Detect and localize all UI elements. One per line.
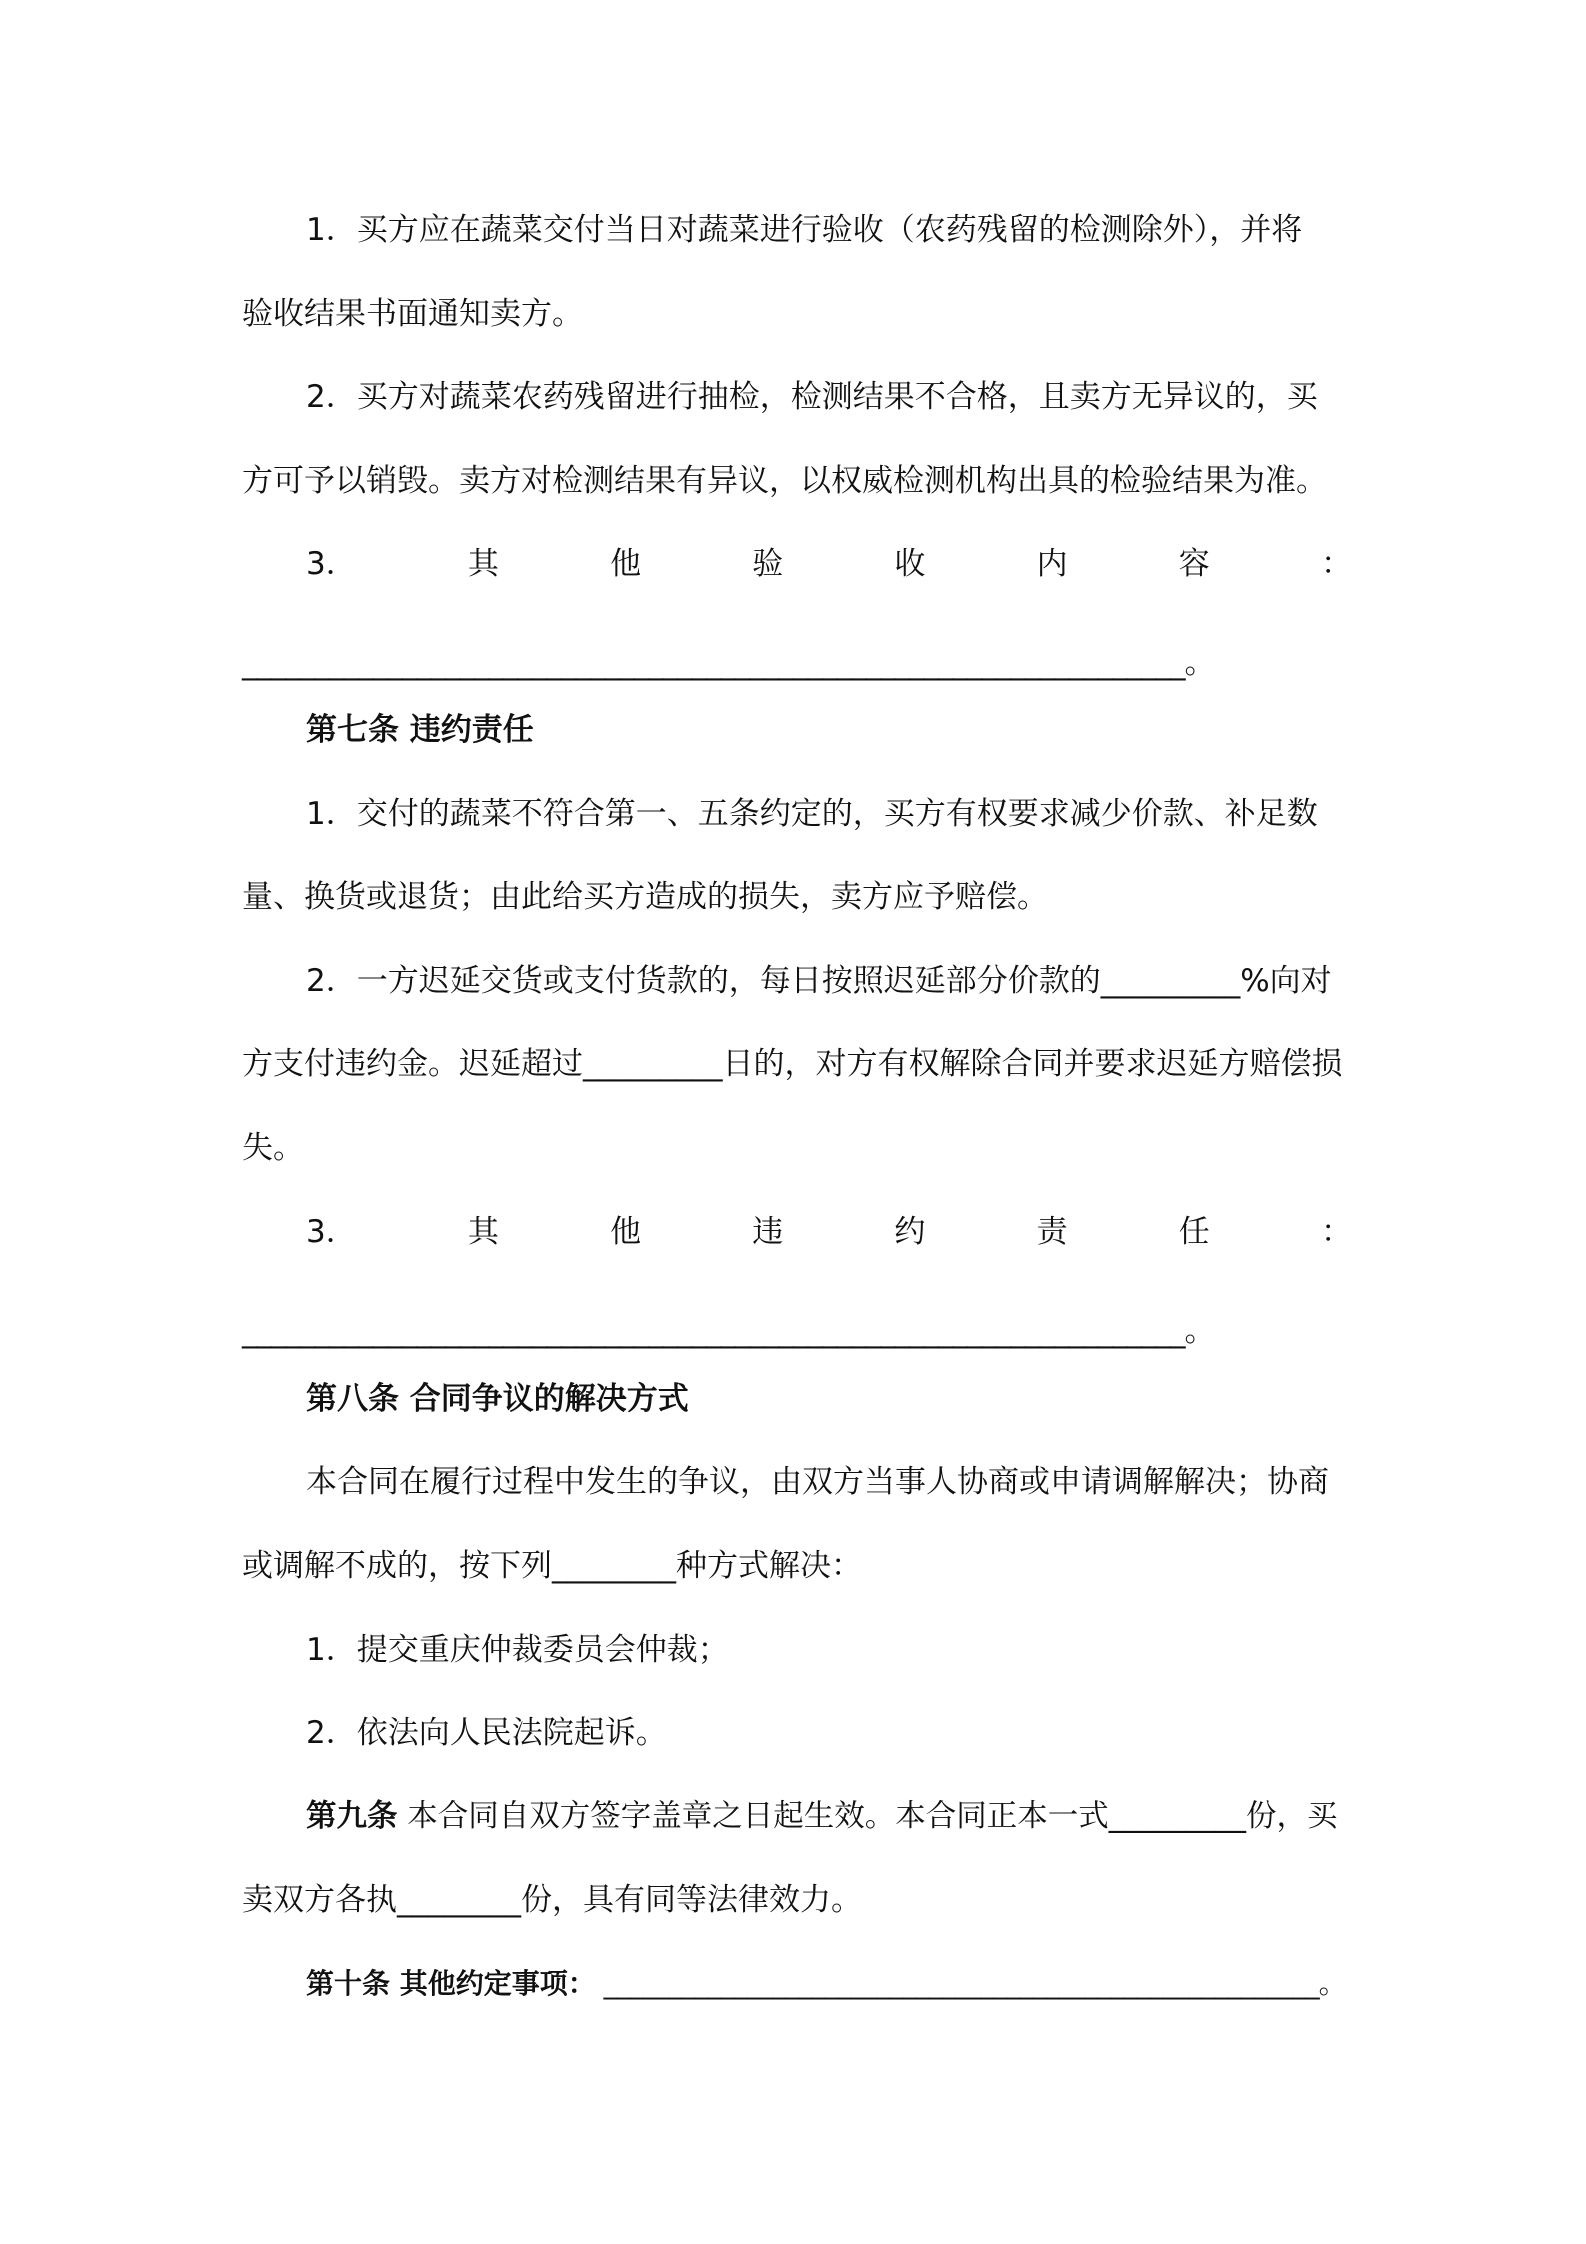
item-3-char: 3． [306, 1214, 357, 1250]
item-3-char: ： [1320, 1214, 1352, 1250]
acceptance-item-1-line-1: 1．买方应在蔬菜交付当日对蔬菜进行验收（农药残留的检测除外），并将 [306, 212, 1303, 248]
item-3-char: 内 [1036, 546, 1068, 582]
item-3-char: 他 [610, 546, 642, 582]
article-9-heading: 第九条 [306, 1799, 398, 1834]
article-8-option-2: 2．依法向人民法院起诉。 [306, 1715, 667, 1751]
item-3-char: 其 [467, 546, 499, 582]
article-8-para-line-2: 或调解不成的，按下列________种方式解决： [242, 1548, 862, 1584]
item-3-char: 约 [894, 1214, 926, 1250]
item-3-char: 责 [1036, 1214, 1068, 1250]
article-8-heading: 第八条 合同争议的解决方式 [306, 1381, 689, 1417]
acceptance-item-3-blank: _________________________________________________________________。 [242, 645, 1215, 681]
article-7-item-3-label [306, 1212, 1352, 1252]
item-3-char: 任 [1178, 1214, 1210, 1250]
article-10-heading: 第十条 其他约定事项： [306, 1967, 596, 2000]
article-7-item-3-blank: _________________________________________________________________。 [242, 1313, 1215, 1349]
item-3-char: ： [1320, 546, 1352, 582]
article-9-line-1 [306, 1797, 1352, 1837]
item-3-char: 他 [610, 1214, 642, 1250]
acceptance-item-2-line-2: 方可予以销毁。卖方对检测结果有异议，以权威检测机构出具的检验结果为准。 [242, 463, 1327, 499]
article-8-option-1: 1．提交重庆仲裁委员会仲裁； [306, 1632, 729, 1668]
item-3-char: 收 [894, 546, 926, 582]
article-7-item-2-line-2: 方支付违约金。迟延超过_________日的，对方有权解除合同并要求迟延方赔偿损 [242, 1046, 1343, 1082]
acceptance-item-2-line-1: 2．买方对蔬菜农药残留进行抽检，检测结果不合格，且卖方无异议的，买 [306, 379, 1318, 415]
article-7-item-1-line-1: 1．交付的蔬菜不符合第一、五条约定的，买方有权要求减少价款、补足数 [306, 796, 1318, 832]
article-9-text: 本合同自双方签字盖章之日起生效。本合同正本一式_________份，买 [397, 1799, 1338, 1834]
item-3-char: 验 [752, 546, 784, 582]
acceptance-item-1-line-2: 验收结果书面通知卖方。 [242, 296, 583, 332]
item-3-char: 3． [306, 546, 357, 582]
article-7-item-2-line-3: 失。 [242, 1130, 304, 1166]
acceptance-item-3-label [306, 544, 1352, 584]
article-10-line [306, 1964, 1352, 2004]
article-7-heading: 第七条 违约责任 [306, 712, 534, 748]
item-3-char: 其 [467, 1214, 499, 1250]
article-10-blank: _______________________________________________________。 [595, 1967, 1346, 2000]
item-3-char: 违 [752, 1214, 784, 1250]
article-7-item-2-line-1: 2．一方迟延交货或支付货款的，每日按照迟延部分价款的_________%向对 [306, 963, 1332, 999]
article-7-item-1-line-2: 量、换货或退货；由此给买方造成的损失，卖方应予赔偿。 [242, 879, 1048, 915]
article-8-para-line-1: 本合同在履行过程中发生的争议，由双方当事人协商或申请调解解决；协商 [306, 1464, 1329, 1500]
item-3-char: 容 [1178, 546, 1210, 582]
article-9-line-2: 卖双方各执________份，具有同等法律效力。 [242, 1882, 862, 1918]
